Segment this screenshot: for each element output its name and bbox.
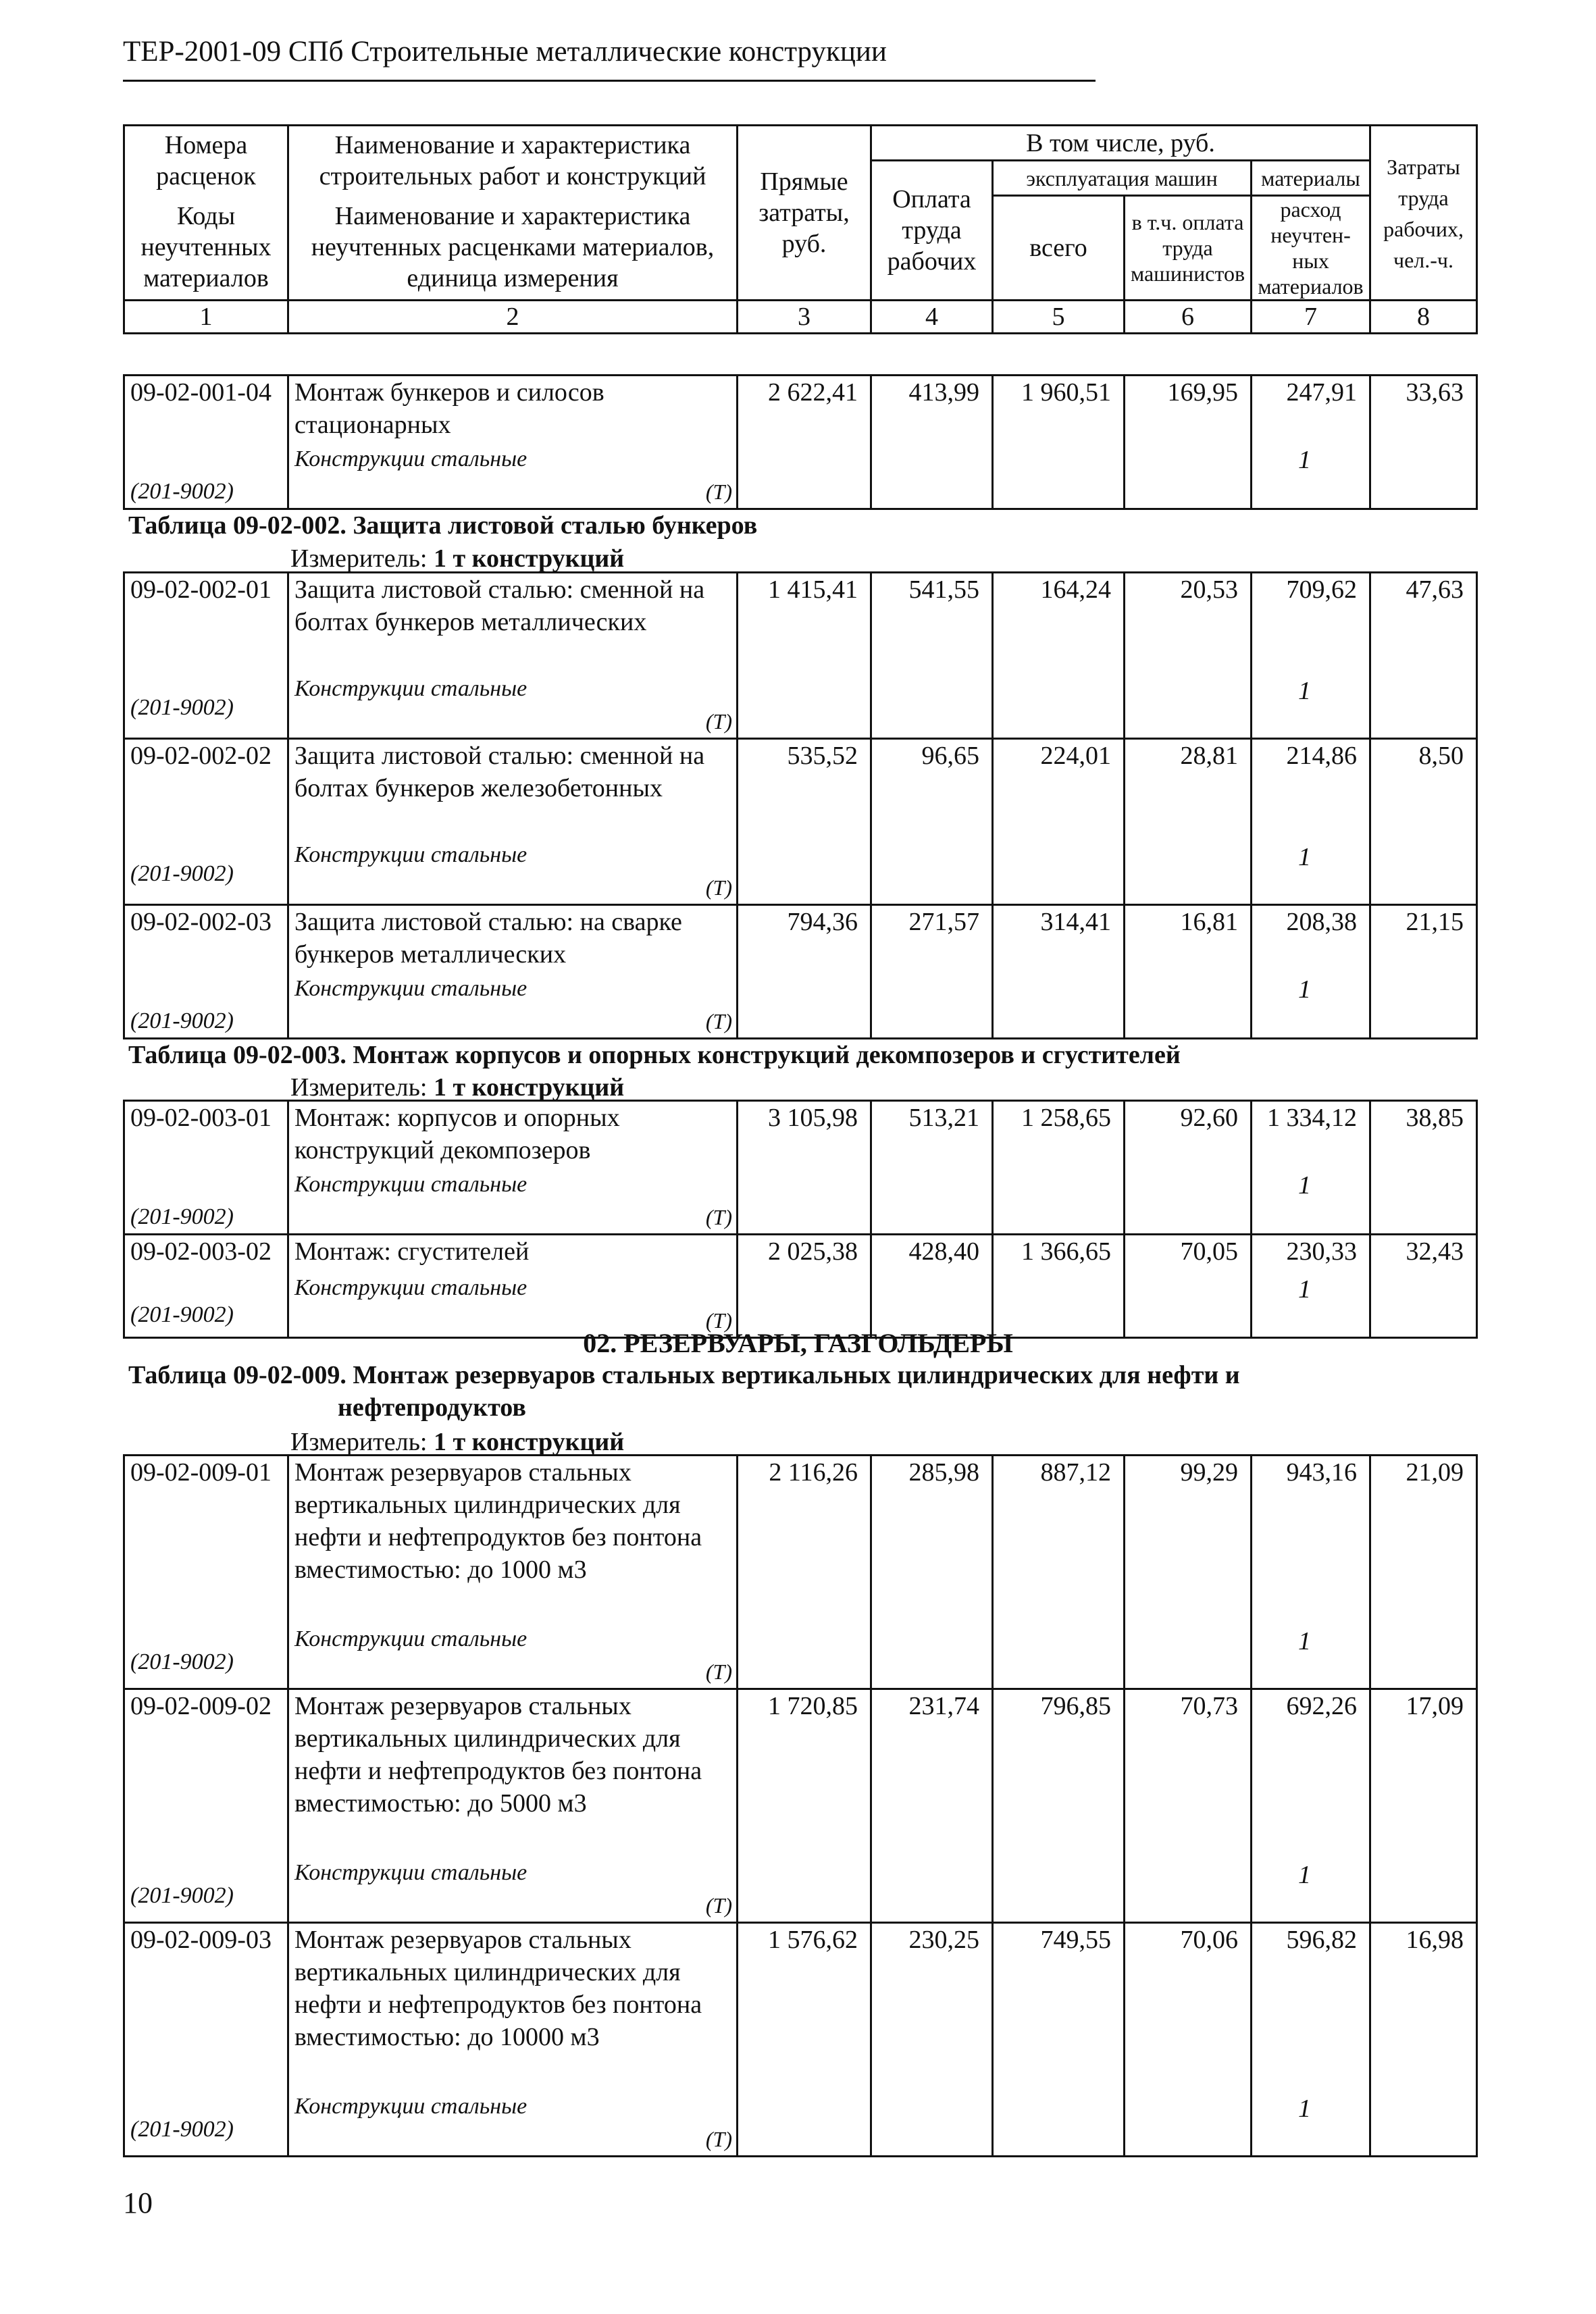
- price-table: [123, 571, 1478, 1039]
- rate-code: 09-02-002-01: [124, 573, 288, 661]
- price-table: [123, 374, 1478, 510]
- material-cell: [288, 443, 738, 509]
- value-col-5: 887,12: [993, 1456, 1125, 1689]
- value-col-4: 285,98: [871, 1456, 993, 1689]
- value-col-7: [1252, 1101, 1370, 1235]
- value-col-7: [1252, 1234, 1370, 1338]
- value-col-4: 541,55: [871, 573, 993, 739]
- value-col-8: 32,43: [1370, 1234, 1477, 1338]
- value-col-3: 1 576,62: [738, 1923, 871, 2157]
- col-num-4: 4: [871, 301, 993, 334]
- value-col-8: 21,15: [1370, 905, 1477, 1039]
- value-col-5: 164,24: [993, 573, 1125, 739]
- col-worker-pay-header: Оплата труда рабочих: [871, 161, 993, 301]
- material-code: (201-9002): [124, 1168, 288, 1235]
- col-labor-hours-header: Затраты труда рабочих, чел.-ч.: [1370, 126, 1477, 301]
- unit-mark: (Т): [705, 2127, 732, 2151]
- material-code: (201-9002): [124, 827, 288, 905]
- value-col-5: 1 960,51: [993, 376, 1125, 509]
- work-name: Монтаж бункеров и силосов стационарных: [288, 376, 738, 443]
- materials-value: 230,33: [1286, 1237, 1357, 1266]
- col-material-consumption-header: расход неучтен-ных материалов: [1252, 196, 1370, 301]
- value-col-4: 428,40: [871, 1234, 993, 1338]
- col-num-1: 1: [124, 301, 288, 334]
- material-cell: [288, 1168, 738, 1235]
- material-name: Конструкции стальные: [294, 975, 527, 1001]
- value-col-7: [1252, 1456, 1370, 1689]
- material-quantity: 1: [1298, 1627, 1311, 1655]
- value-col-7: [1252, 1689, 1370, 1923]
- table-row: [124, 1101, 1477, 1168]
- rate-code: 09-02-009-03: [124, 1923, 288, 2082]
- value-col-4: 513,21: [871, 1101, 993, 1235]
- value-col-5: 314,41: [993, 905, 1125, 1039]
- work-name: Защита листовой сталью: на сварке бункеров металлических: [288, 905, 738, 973]
- value-col-6: 20,53: [1125, 573, 1252, 739]
- work-name: Защита листовой сталью: сменной на болтах бункеров металлических: [288, 573, 738, 661]
- col-num-8: 8: [1370, 301, 1477, 334]
- table-row: [124, 905, 1477, 973]
- col-direct-costs-header: Прямые затраты, руб.: [738, 126, 871, 301]
- material-cell: [288, 973, 738, 1039]
- material-cell: [288, 2082, 738, 2157]
- value-col-6: 70,73: [1125, 1689, 1252, 1923]
- meter-003: Измеритель: 1 т конструкций: [290, 1073, 625, 1102]
- rate-code: 09-02-009-02: [124, 1689, 288, 1849]
- material-code: (201-9002): [124, 2082, 288, 2157]
- unit-mark: (Т): [705, 875, 732, 900]
- table-caption-003: Таблица 09-02-003. Монтаж корпусов и опорных конструкций декомпозеров и сгустителей: [128, 1041, 1181, 1069]
- material-name: Конструкции стальные: [294, 842, 527, 867]
- material-name: Конструкции стальные: [294, 676, 527, 701]
- materials-value: 247,91: [1286, 378, 1357, 407]
- header-rule: [123, 80, 1096, 82]
- material-name: Конструкции стальные: [294, 446, 527, 471]
- unit-mark: (Т): [705, 1204, 732, 1229]
- material-quantity: 1: [1298, 1275, 1311, 1304]
- meter-002: Измеритель: 1 т конструкций: [290, 544, 625, 573]
- material-name: Конструкции стальные: [294, 1275, 527, 1300]
- value-col-8: 17,09: [1370, 1689, 1477, 1923]
- value-col-7: [1252, 739, 1370, 905]
- unit-mark: (Т): [705, 1308, 732, 1333]
- col-materials-header: материалы: [1252, 161, 1370, 196]
- rate-code: 09-02-003-01: [124, 1101, 288, 1168]
- material-quantity: 1: [1298, 446, 1311, 474]
- col-num-6: 6: [1125, 301, 1252, 334]
- col-num-5: 5: [993, 301, 1125, 334]
- value-col-8: 16,98: [1370, 1923, 1477, 2157]
- table-row: [124, 1456, 1477, 1615]
- col-machinist-pay-header: в т.ч. оплата труда машинистов: [1125, 196, 1252, 301]
- value-col-6: 99,29: [1125, 1456, 1252, 1689]
- col-machines-header: эксплуатация машин: [993, 161, 1252, 196]
- material-cell: [288, 1849, 738, 1923]
- work-name: Монтаж резервуаров стальных вертикальных цилиндрических для нефти и нефтепродуктов без понтона вместимостью: до 1000 м3: [288, 1456, 738, 1615]
- value-col-4: 96,65: [871, 739, 993, 905]
- value-col-3: 2 116,26: [738, 1456, 871, 1689]
- value-col-8: 33,63: [1370, 376, 1477, 509]
- material-quantity: 1: [1298, 1171, 1311, 1200]
- value-col-5: 224,01: [993, 739, 1125, 905]
- page-number: 10: [123, 2186, 153, 2219]
- value-col-7: [1252, 1923, 1370, 2157]
- material-code: (201-9002): [124, 973, 288, 1039]
- value-col-3: 2 622,41: [738, 376, 871, 509]
- value-col-7: [1252, 905, 1370, 1039]
- value-col-4: 413,99: [871, 376, 993, 509]
- material-code: (201-9002): [124, 1849, 288, 1923]
- value-col-4: 230,25: [871, 1923, 993, 2157]
- unit-mark: (Т): [705, 479, 732, 504]
- table-row: [124, 739, 1477, 827]
- col-work-name-header: Наименование и характеристика строительных работ и конструкций: [288, 126, 738, 196]
- value-col-6: 16,81: [1125, 905, 1252, 1039]
- value-col-7: [1252, 376, 1370, 509]
- material-name: Конструкции стальные: [294, 2094, 527, 2119]
- value-col-5: 796,85: [993, 1689, 1125, 1923]
- material-cell: [288, 827, 738, 905]
- col-material-names-header: Наименование и характеристика неучтенных расценками материалов, единица измерения: [288, 196, 738, 301]
- rate-code: 09-02-002-03: [124, 905, 288, 973]
- materials-value: 596,82: [1286, 1926, 1357, 1954]
- material-quantity: 1: [1298, 975, 1311, 1004]
- value-col-5: 1 366,65: [993, 1234, 1125, 1338]
- value-col-3: 794,36: [738, 905, 871, 1039]
- table-row: [124, 376, 1477, 443]
- value-col-3: 1 415,41: [738, 573, 871, 739]
- col-num-3: 3: [738, 301, 871, 334]
- col-num-2: 2: [288, 301, 738, 334]
- material-quantity: 1: [1298, 2094, 1311, 2123]
- document-title: ТЕР-2001-09 СПб Строительные металлические конструкции: [123, 36, 887, 68]
- col-machines-total-header: всего: [993, 196, 1125, 301]
- material-code: (201-9002): [124, 443, 288, 509]
- value-col-6: 70,05: [1125, 1234, 1252, 1338]
- work-name: Монтаж: корпусов и опорных конструкций декомпозеров: [288, 1101, 738, 1168]
- material-code: (201-9002): [124, 1268, 288, 1338]
- meter-009: Измеритель: 1 т конструкций: [290, 1428, 625, 1456]
- material-quantity: 1: [1298, 1861, 1311, 1889]
- table-row: [124, 1234, 1477, 1268]
- material-code: (201-9002): [124, 661, 288, 739]
- material-name: Конструкции стальные: [294, 1171, 527, 1197]
- materials-value: 709,62: [1286, 575, 1357, 604]
- col-num-7: 7: [1252, 301, 1370, 334]
- material-name: Конструкции стальные: [294, 1860, 527, 1885]
- table-caption-002: Таблица 09-02-002. Защита листовой сталью бункеров: [128, 511, 758, 540]
- value-col-6: 92,60: [1125, 1101, 1252, 1235]
- value-col-6: 169,95: [1125, 376, 1252, 509]
- table-caption-009: Таблица 09-02-009. Монтаж резервуаров стальных вертикальных цилиндрических для нефти и: [128, 1361, 1240, 1389]
- col-including-header: В том числе, руб.: [871, 126, 1370, 161]
- table-row: [124, 1923, 1477, 2082]
- price-table: [123, 1100, 1478, 1339]
- value-col-4: 271,57: [871, 905, 993, 1039]
- value-col-3: 2 025,38: [738, 1234, 871, 1338]
- rate-code: 09-02-002-02: [124, 739, 288, 827]
- materials-value: 943,16: [1286, 1458, 1357, 1487]
- price-table: [123, 1454, 1478, 2157]
- table-row: [124, 1689, 1477, 1849]
- value-col-4: 231,74: [871, 1689, 993, 1923]
- unit-mark: (Т): [705, 1008, 732, 1033]
- unit-mark: (Т): [705, 1893, 732, 1918]
- material-cell: [288, 661, 738, 739]
- unit-mark: (Т): [705, 709, 732, 734]
- value-col-3: 1 720,85: [738, 1689, 871, 1923]
- rate-code: 09-02-003-02: [124, 1234, 288, 1268]
- materials-value: 214,86: [1286, 742, 1357, 770]
- value-col-8: 38,85: [1370, 1101, 1477, 1235]
- value-col-6: 70,06: [1125, 1923, 1252, 2157]
- value-col-5: 1 258,65: [993, 1101, 1125, 1235]
- material-name: Конструкции стальные: [294, 1626, 527, 1651]
- work-name: Защита листовой сталью: сменной на болтах бункеров железобетонных: [288, 739, 738, 827]
- value-col-5: 749,55: [993, 1923, 1125, 2157]
- material-quantity: 1: [1298, 677, 1311, 705]
- table-row: [124, 573, 1477, 661]
- work-name: Монтаж: сгустителей: [288, 1234, 738, 1268]
- materials-value: 208,38: [1286, 908, 1357, 936]
- material-quantity: 1: [1298, 843, 1311, 871]
- material-code: (201-9002): [124, 1615, 288, 1689]
- work-name: Монтаж резервуаров стальных вертикальных цилиндрических для нефти и нефтепродуктов без понтона вместимостью: до 5000 м3: [288, 1689, 738, 1849]
- material-cell: [288, 1268, 738, 1338]
- rate-code: 09-02-009-01: [124, 1456, 288, 1615]
- materials-value: 1 334,12: [1267, 1104, 1357, 1132]
- value-col-6: 28,81: [1125, 739, 1252, 905]
- material-cell: [288, 1615, 738, 1689]
- table-caption-009-cont: нефтепродуктов: [338, 1393, 526, 1422]
- work-name: Монтаж резервуаров стальных вертикальных цилиндрических для нефти и нефтепродуктов без понтона вместимостью: до 10000 м3: [288, 1923, 738, 2082]
- unit-mark: (Т): [705, 1660, 732, 1684]
- value-col-3: 3 105,98: [738, 1101, 871, 1235]
- materials-value: 692,26: [1286, 1692, 1357, 1720]
- value-col-7: [1252, 573, 1370, 739]
- value-col-8: 21,09: [1370, 1456, 1477, 1689]
- col-rate-numbers-header: Номера расценок: [124, 126, 288, 196]
- col-material-codes-header: Коды неучтенных материалов: [124, 196, 288, 301]
- rate-code: 09-02-001-04: [124, 376, 288, 443]
- column-header-table: [123, 124, 1478, 334]
- value-col-8: 47,63: [1370, 573, 1477, 739]
- value-col-8: 8,50: [1370, 739, 1477, 905]
- value-col-3: 535,52: [738, 739, 871, 905]
- section-title: 02. РЕЗЕРВУАРЫ, ГАЗГОЛЬДЕРЫ: [583, 1328, 1013, 1358]
